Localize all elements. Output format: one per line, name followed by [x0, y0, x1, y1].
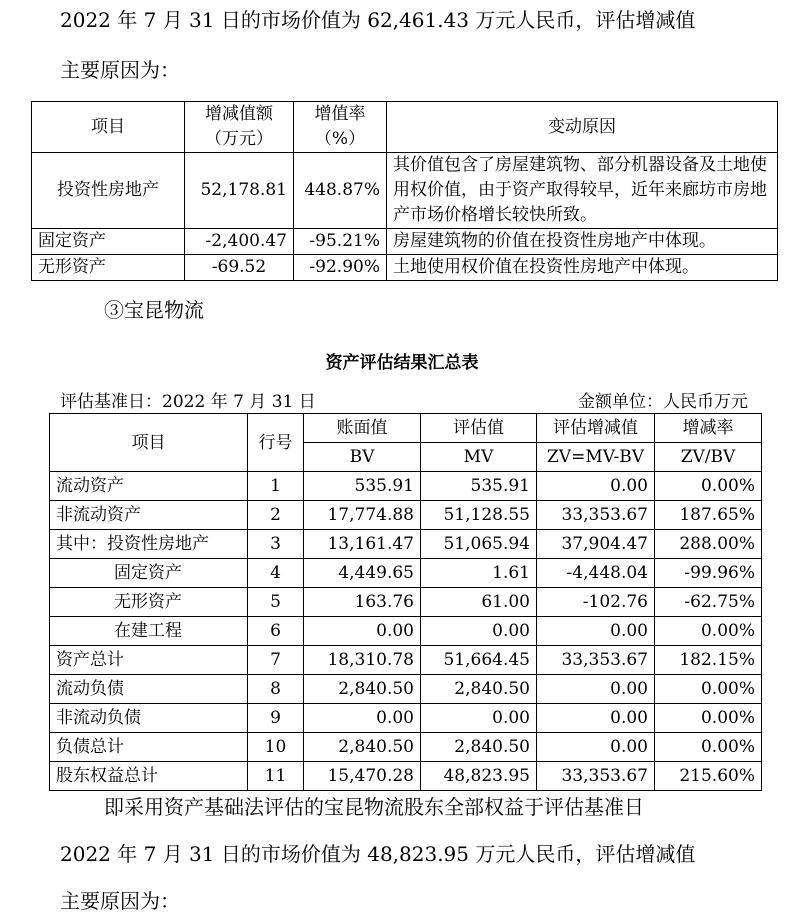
table-row	[32, 229, 778, 255]
row-no: 8	[248, 675, 304, 704]
table-row	[50, 762, 762, 791]
table-row	[50, 646, 762, 675]
intro-paragraph-line2: 主要原因为：	[60, 58, 180, 82]
row-item: 在建工程	[50, 617, 248, 646]
row-item: 流动资产	[50, 472, 248, 501]
row-mv: 51,128.55	[421, 501, 537, 530]
header-mv-label: 评估值	[421, 414, 537, 443]
table-row	[50, 530, 762, 559]
row-reason: 其价值包含了房屋建筑物、部分机器设备及土地使用权价值，由于资产取得较早，近年来廊坊市房地产市场价格增长较快所致。	[387, 153, 778, 229]
header-mv: MV	[421, 443, 537, 472]
row-zv: 0.00	[537, 675, 655, 704]
row-rate: 0.00%	[655, 472, 762, 501]
table-row	[32, 255, 778, 281]
asset-valuation-summary-table	[49, 413, 762, 791]
row-zv: 33,353.67	[537, 646, 655, 675]
row-mv: 61.00	[421, 588, 537, 617]
row-mv: 2,840.50	[421, 675, 537, 704]
row-item: 其中：投资性房地产	[50, 530, 248, 559]
row-zv: 0.00	[537, 617, 655, 646]
table-header-row	[32, 102, 778, 153]
table-row	[50, 675, 762, 704]
row-zv: 0.00	[537, 733, 655, 762]
row-amount: 52,178.81	[185, 153, 294, 229]
row-no: 6	[248, 617, 304, 646]
table-row	[50, 704, 762, 733]
row-rate: 0.00%	[655, 733, 762, 762]
row-no: 7	[248, 646, 304, 675]
row-item: 无形资产	[32, 255, 185, 281]
change-reasons-table	[31, 101, 778, 281]
row-rate: 448.87%	[294, 153, 387, 229]
row-no: 10	[248, 733, 304, 762]
closing-paragraph-line2: 2022 年 7 月 31 日的市场价值为 48,823.95 万元人民币，评估增减值	[60, 842, 696, 866]
header-amount: 增减值额 （万元）	[185, 102, 294, 153]
table-row	[50, 501, 762, 530]
row-bv: 163.76	[304, 588, 421, 617]
row-no: 3	[248, 530, 304, 559]
table-row	[50, 472, 762, 501]
row-bv: 2,840.50	[304, 733, 421, 762]
subheading: ③宝昆物流	[104, 298, 204, 322]
table-row	[50, 617, 762, 646]
row-rate: 0.00%	[655, 617, 762, 646]
row-mv: 1.61	[421, 559, 537, 588]
row-mv: 535.91	[421, 472, 537, 501]
row-no: 9	[248, 704, 304, 733]
row-mv: 48,823.95	[421, 762, 537, 791]
table-row	[32, 153, 778, 229]
row-rate: 288.00%	[655, 530, 762, 559]
row-bv: 0.00	[304, 617, 421, 646]
summary-table-title: 资产评估结果汇总表	[325, 353, 479, 373]
row-item: 股东权益总计	[50, 762, 248, 791]
row-rate: 215.60%	[655, 762, 762, 791]
row-rate: 187.65%	[655, 501, 762, 530]
row-amount: -2,400.47	[185, 229, 294, 255]
row-item: 非流动负债	[50, 704, 248, 733]
row-rate: 182.15%	[655, 646, 762, 675]
row-bv: 15,470.28	[304, 762, 421, 791]
row-reason: 房屋建筑物的价值在投资性房地产中体现。	[387, 229, 778, 255]
header-rate: 增值率 （%）	[294, 102, 387, 153]
amount-unit: 金额单位：人民币万元	[578, 392, 748, 412]
row-zv: 0.00	[537, 472, 655, 501]
row-bv: 0.00	[304, 704, 421, 733]
table-row	[50, 559, 762, 588]
row-zv: -4,448.04	[537, 559, 655, 588]
header-item: 项目	[50, 414, 248, 472]
header-zv-label: 评估增减值	[537, 414, 655, 443]
row-item: 非流动资产	[50, 501, 248, 530]
row-no: 5	[248, 588, 304, 617]
header-row-no: 行号	[248, 414, 304, 472]
row-bv: 17,774.88	[304, 501, 421, 530]
closing-paragraph-line1: 即采用资产基础法评估的宝昆物流股东全部权益于评估基准日	[104, 795, 644, 819]
row-no: 1	[248, 472, 304, 501]
row-item: 固定资产	[50, 559, 248, 588]
row-no: 4	[248, 559, 304, 588]
row-rate: -92.90%	[294, 255, 387, 281]
closing-paragraph-line3: 主要原因为：	[60, 889, 180, 913]
row-no: 11	[248, 762, 304, 791]
row-amount: -69.52	[185, 255, 294, 281]
intro-paragraph-line1: 2022 年 7 月 31 日的市场价值为 62,461.43 万元人民币，评估增减值	[60, 8, 696, 32]
row-bv: 18,310.78	[304, 646, 421, 675]
header-reason: 变动原因	[387, 102, 778, 153]
row-zv: 33,353.67	[537, 762, 655, 791]
header-rate-label: 增减率	[655, 414, 762, 443]
header-zv: ZV=MV-BV	[537, 443, 655, 472]
row-zv: -102.76	[537, 588, 655, 617]
row-zv: 37,904.47	[537, 530, 655, 559]
row-item: 资产总计	[50, 646, 248, 675]
row-no: 2	[248, 501, 304, 530]
row-zv: 33,353.67	[537, 501, 655, 530]
row-item: 投资性房地产	[32, 153, 185, 229]
row-reason: 土地使用权价值在投资性房地产中体现。	[387, 255, 778, 281]
header-bv-label: 账面值	[304, 414, 421, 443]
row-bv: 4,449.65	[304, 559, 421, 588]
header-rate: ZV/BV	[655, 443, 762, 472]
row-rate: 0.00%	[655, 704, 762, 733]
row-item: 无形资产	[50, 588, 248, 617]
row-item: 流动负债	[50, 675, 248, 704]
row-mv: 51,065.94	[421, 530, 537, 559]
table-row	[50, 733, 762, 762]
row-item: 负债总计	[50, 733, 248, 762]
row-mv: 51,664.45	[421, 646, 537, 675]
row-item: 固定资产	[32, 229, 185, 255]
row-rate: -62.75%	[655, 588, 762, 617]
header-item: 项目	[32, 102, 185, 153]
row-bv: 535.91	[304, 472, 421, 501]
row-bv: 13,161.47	[304, 530, 421, 559]
header-bv: BV	[304, 443, 421, 472]
row-mv: 0.00	[421, 704, 537, 733]
table-header-row	[50, 414, 762, 443]
row-zv: 0.00	[537, 704, 655, 733]
row-rate: -99.96%	[655, 559, 762, 588]
row-bv: 2,840.50	[304, 675, 421, 704]
row-rate: 0.00%	[655, 675, 762, 704]
base-date: 评估基准日：2022 年 7 月 31 日	[60, 392, 316, 412]
table-row	[50, 588, 762, 617]
row-rate: -95.21%	[294, 229, 387, 255]
row-mv: 0.00	[421, 617, 537, 646]
row-mv: 2,840.50	[421, 733, 537, 762]
